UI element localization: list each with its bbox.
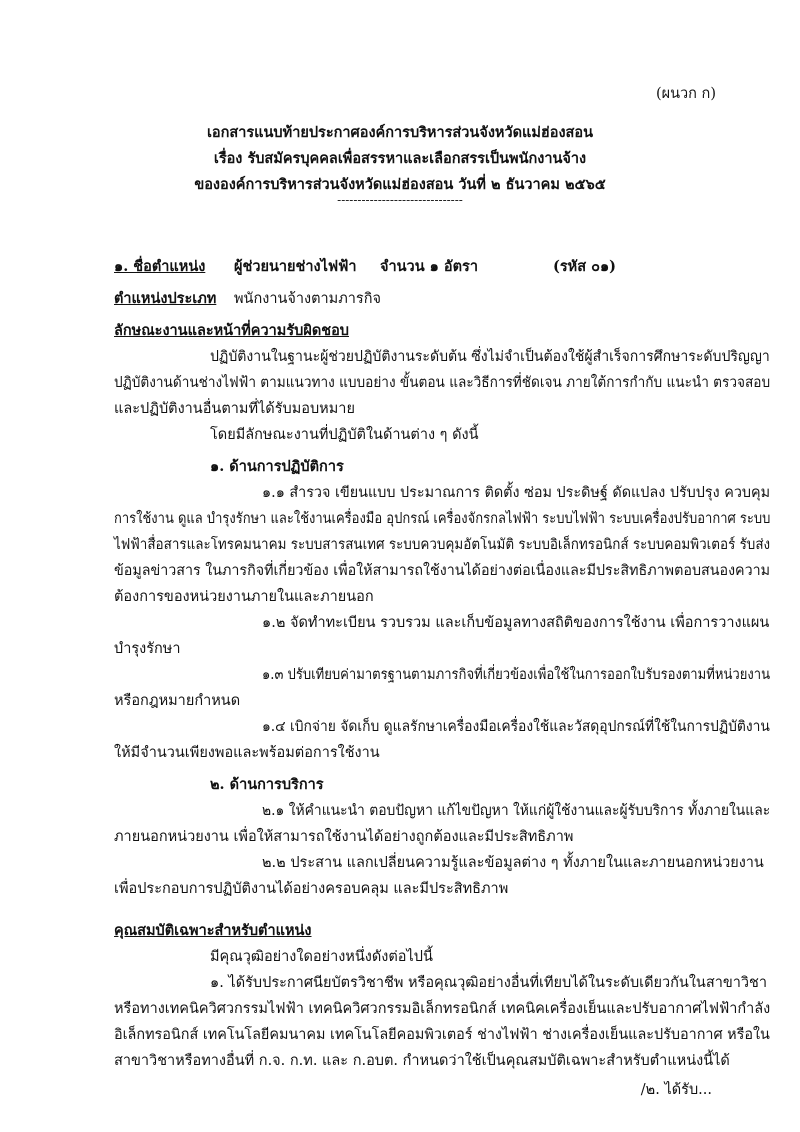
duties-intro-line: ปฏิบัติงานด้านช่างไฟฟ้า ตามแนวทาง แบบอย่าง ขั้นตอน และวิธีการที่ชัดเจน ภายใต้การกำกับ แนะนำ ตรวจสอบ bbox=[114, 375, 771, 391]
document-subject: เรื่อง รับสมัครบุคคลเพื่อสรรหาและเลือกสรรเป็นพนักงานจ้าง bbox=[213, 150, 587, 167]
annex-label: (ผนวก ก) bbox=[655, 86, 716, 102]
duties-heading: ลักษณะงานและหน้าที่ความรับผิดชอบ bbox=[114, 322, 349, 339]
position-code: (รหัส ๐๑) bbox=[553, 258, 617, 275]
section-1-line: บำรุงรักษา bbox=[114, 641, 181, 657]
section-2-line: ๒.๑ ให้คำแนะนำ ตอบปัญหา แก้ไขปัญหา ให้แก่ผู้ใช้งานและผู้รับบริการ ทั้งภายในและ bbox=[262, 803, 771, 819]
position-type-label: ตำแหน่งประเภท bbox=[114, 290, 217, 307]
section-1-line: หรือกฎหมายกำหนด bbox=[114, 693, 241, 709]
qualifications-intro: มีคุณวุฒิอย่างใดอย่างหนึ่งดังต่อไปนี้ bbox=[210, 949, 433, 965]
header-separator: ------------------------------- bbox=[337, 193, 463, 207]
continuation-note: /๒. ได้รับ... bbox=[640, 1082, 712, 1098]
position-count: จำนวน ๑ อัตรา bbox=[380, 258, 478, 275]
section-1-line: ข้อมูลข่าวสาร ในภารกิจที่เกี่ยวข้อง เพื่อให้สามารถใช้งานได้อย่างต่อเนื่องและมีประสิทธิภาพตอบสนองความ bbox=[114, 563, 771, 579]
section-1-line: ๑.๔ เบิกจ่าย จัดเก็บ ดูแลรักษาเครื่องมือเครื่องใช้และวัสดุอุปกรณ์ที่ใช้ในการปฏิบัติงาน bbox=[262, 719, 770, 735]
section-1-line: ๑.๑ สำรวจ เขียนแบบ ประมาณการ ติดตั้ง ซ่อม ประดิษฐ์ ดัดแปลง ปรับปรุง ควบคุม bbox=[262, 485, 771, 501]
section-2-line: ภายนอกหน่วยงาน เพื่อให้สามารถใช้งานได้อย่างถูกต้องและมีประสิทธิภาพ bbox=[114, 829, 574, 845]
duties-intro-line: ปฏิบัติงานในฐานะผู้ช่วยปฏิบัติงานระดับต้น ซึ่งไม่จำเป็นต้องใช้ผู้สำเร็จการศึกษาระดับปริญญา bbox=[210, 349, 770, 365]
qualifications-heading: คุณสมบัติเฉพาะสำหรับตำแหน่ง bbox=[114, 922, 312, 939]
section-1-line: การใช้งาน ดูแล บำรุงรักษา และใช้งานเครื่องมือ อุปกรณ์ เครื่องจักรกลไฟฟ้า ระบบไฟฟ้า ระบบเครื่องปรับอากาศ ระบบ bbox=[114, 511, 771, 527]
qualification-line: หรือทางเทคนิควิศวกรรมไฟฟ้า เทคนิควิศวกรรมอิเล็กทรอนิกส์ เทคนิคเครื่องเย็นและปรับอากาศไฟฟ้ากำลัง bbox=[114, 1001, 771, 1017]
section-2-line: ๒.๒ ประสาน แลกเปลี่ยนความรู้และข้อมูลต่าง ๆ ทั้งภายในและภายนอกหน่วยงาน bbox=[262, 855, 764, 871]
section-2-line: เพื่อประกอบการปฏิบัติงานได้อย่างครอบคลุม และมีประสิทธิภาพ bbox=[114, 881, 509, 897]
section-1-line: ๑.๒ จัดทำทะเบียน รวบรวม และเก็บข้อมูลทางสถิติของการใช้งาน เพื่อการวางแผน bbox=[262, 615, 770, 631]
document-date-line: ขององค์การบริหารส่วนจังหวัดแม่ฮ่องสอน วันที่ ๒ ธันวาคม ๒๕๖๕ bbox=[194, 176, 606, 193]
position-title: ผู้ช่วยนายช่างไฟฟ้า bbox=[234, 258, 357, 275]
section-1-line: ให้มีจำนวนเพียงพอและพร้อมต่อการใช้งาน bbox=[114, 745, 380, 761]
position-label: ๑. ชื่อตำแหน่ง bbox=[114, 258, 206, 275]
duties-intro-line: และปฏิบัติงานอื่นตามที่ได้รับมอบหมาย bbox=[114, 401, 355, 417]
position-type-value: พนักงานจ้างตามภารกิจ bbox=[234, 291, 381, 307]
section-1-line: ต้องการของหน่วยงานภายในและภายนอก bbox=[114, 589, 374, 605]
section-1-line: ไฟฟ้าสื่อสารและโทรคมนาคม ระบบสารสนเทศ ระบบควบคุมอัตโนมัติ ระบบอิเล็กทรอนิกส์ ระบบคอมพิวเตอร์ รับส่ง bbox=[114, 537, 771, 553]
document-title: เอกสารแนบท้ายประกาศองค์การบริหารส่วนจังหวัดแม่ฮ่องสอน bbox=[206, 124, 594, 141]
qualification-line: สาขาวิชาหรือทางอื่นที่ ก.จ. ก.ท. และ ก.อบต. กำหนดว่าใช้เป็นคุณสมบัติเฉพาะสำหรับตำแหน่งนี้ได้ bbox=[114, 1053, 730, 1069]
section-1-heading: ๑. ด้านการปฏิบัติการ bbox=[210, 458, 344, 475]
section-1-line: ๑.๓ ปรับเทียบค่ามาตรฐานตามภารกิจที่เกี่ยวข้องเพื่อใช้ในการออกใบรับรองตามที่หน่วยงาน bbox=[262, 667, 771, 683]
qualification-line: อิเล็กทรอนิกส์ เทคโนโลยีคมนาคม เทคโนโลยีคอมพิวเตอร์ ช่างไฟฟ้า ช่างเครื่องเย็นและปรับอากาศ หรือใน bbox=[114, 1027, 770, 1043]
section-2-heading: ๒. ด้านการบริการ bbox=[210, 776, 324, 793]
qualification-line: ๑. ได้รับประกาศนียบัตรวิชาชีพ หรือคุณวุฒิอย่างอื่นที่เทียบได้ในระดับเดียวกันในสาขาวิชา bbox=[210, 975, 768, 991]
duties-intro-line: โดยมีลักษณะงานที่ปฏิบัติในด้านต่าง ๆ ดังนี้ bbox=[210, 427, 479, 443]
